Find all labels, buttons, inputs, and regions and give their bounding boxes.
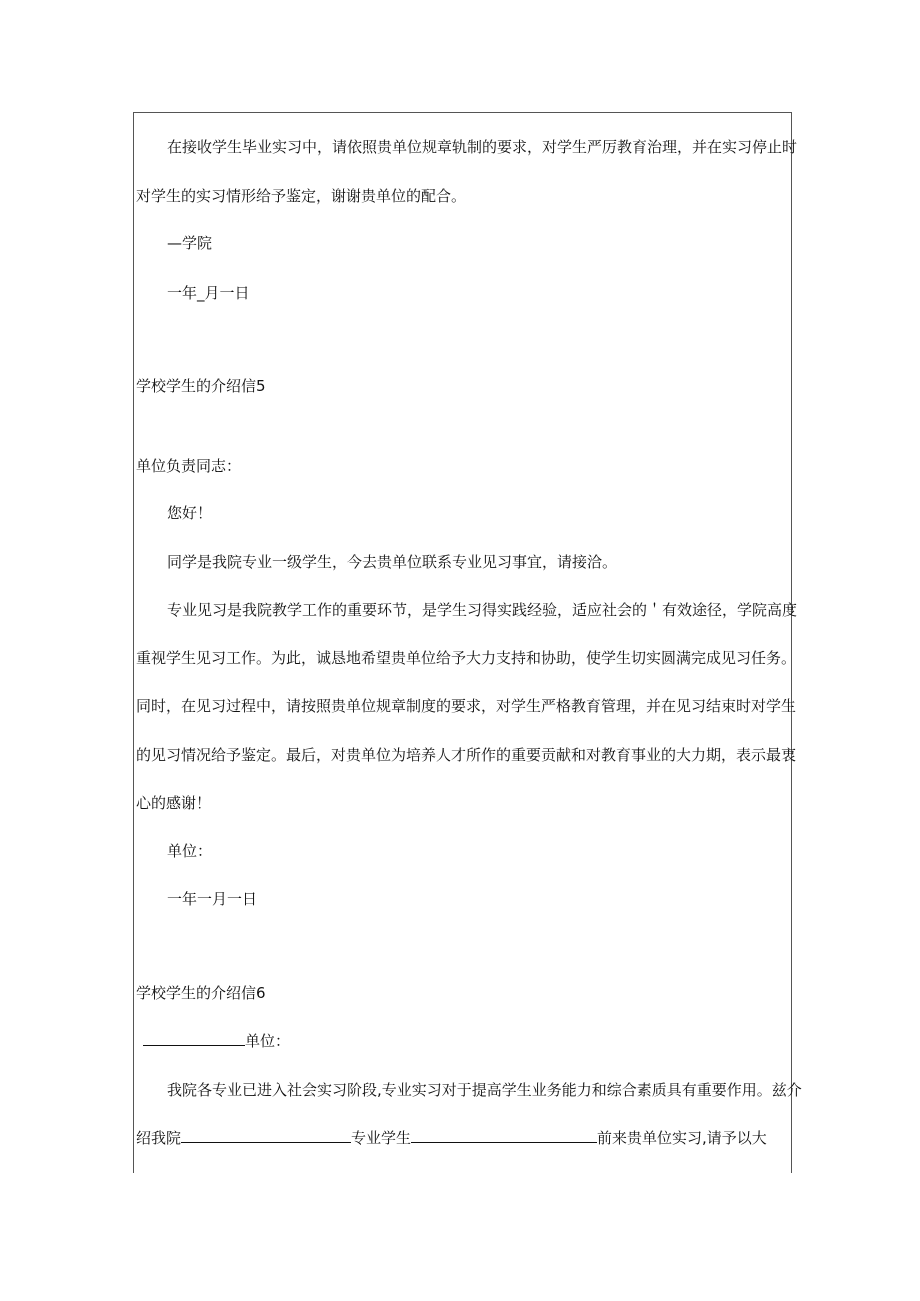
signature-school: —学院: [167, 234, 213, 252]
text-fragment: 前来贵单位实习,请予以大: [597, 1129, 767, 1147]
unit-label: 单位：: [245, 1032, 291, 1050]
paragraph-line: 心的感谢！: [136, 794, 212, 812]
greeting: 您好！: [167, 504, 213, 522]
blank-underline: [143, 1031, 245, 1046]
blank-underline: [181, 1128, 351, 1143]
section-title: 学校学生的介绍信5: [136, 377, 266, 395]
salutation: 单位负责同志：: [136, 457, 242, 475]
text-fragment: 专业学生: [351, 1129, 412, 1147]
paragraph-line: 在接收学生毕业实习中，请依照贵单位规章轨制的要求，对学生严厉教育治理，并在实习停止时: [167, 138, 798, 156]
blank-underline: [411, 1128, 597, 1143]
signature-date: 一年一月一日: [167, 890, 258, 908]
paragraph-line: 同时，在见习过程中，请按照贵单位规章制度的要求，对学生严格教育管理，并在见习结束时对学生: [136, 697, 797, 715]
paragraph-line: 的见习情况给予鉴定。最后，对贵单位为培养人才所作的重要贡献和对教育事业的大力期，表示最衷: [136, 746, 797, 764]
text-fragment: 绍我院: [136, 1129, 182, 1147]
paragraph-line: 重视学生见习工作。为此，诚恳地希望贵单位给予大力支持和协助，使学生切实圆满完成见习任务。: [136, 649, 797, 667]
signature-date: 一年_月一日: [167, 284, 250, 302]
signature-unit: 单位：: [167, 842, 213, 860]
paragraph-line: 同学是我院专业一级学生，今去贵单位联系专业见习事宜，请接洽。: [167, 553, 618, 571]
paragraph-line: 对学生的实习情形给予鉴定，谢谢贵单位的配合。: [136, 187, 467, 205]
paragraph-line: [136, 1128, 767, 1148]
section-title: 学校学生的介绍信6: [136, 984, 266, 1002]
paragraph-line: 我院各专业已进入社会实习阶段,专业实习对于提高学生业务能力和综合素质具有重要作用。兹介: [167, 1081, 802, 1099]
unit-line: [143, 1031, 290, 1051]
paragraph-line: 专业见习是我院教学工作的重要环节，是学生习得实践经验，适应社会的＇有效途径，学院高度: [167, 601, 798, 619]
page-frame: [133, 112, 792, 1173]
